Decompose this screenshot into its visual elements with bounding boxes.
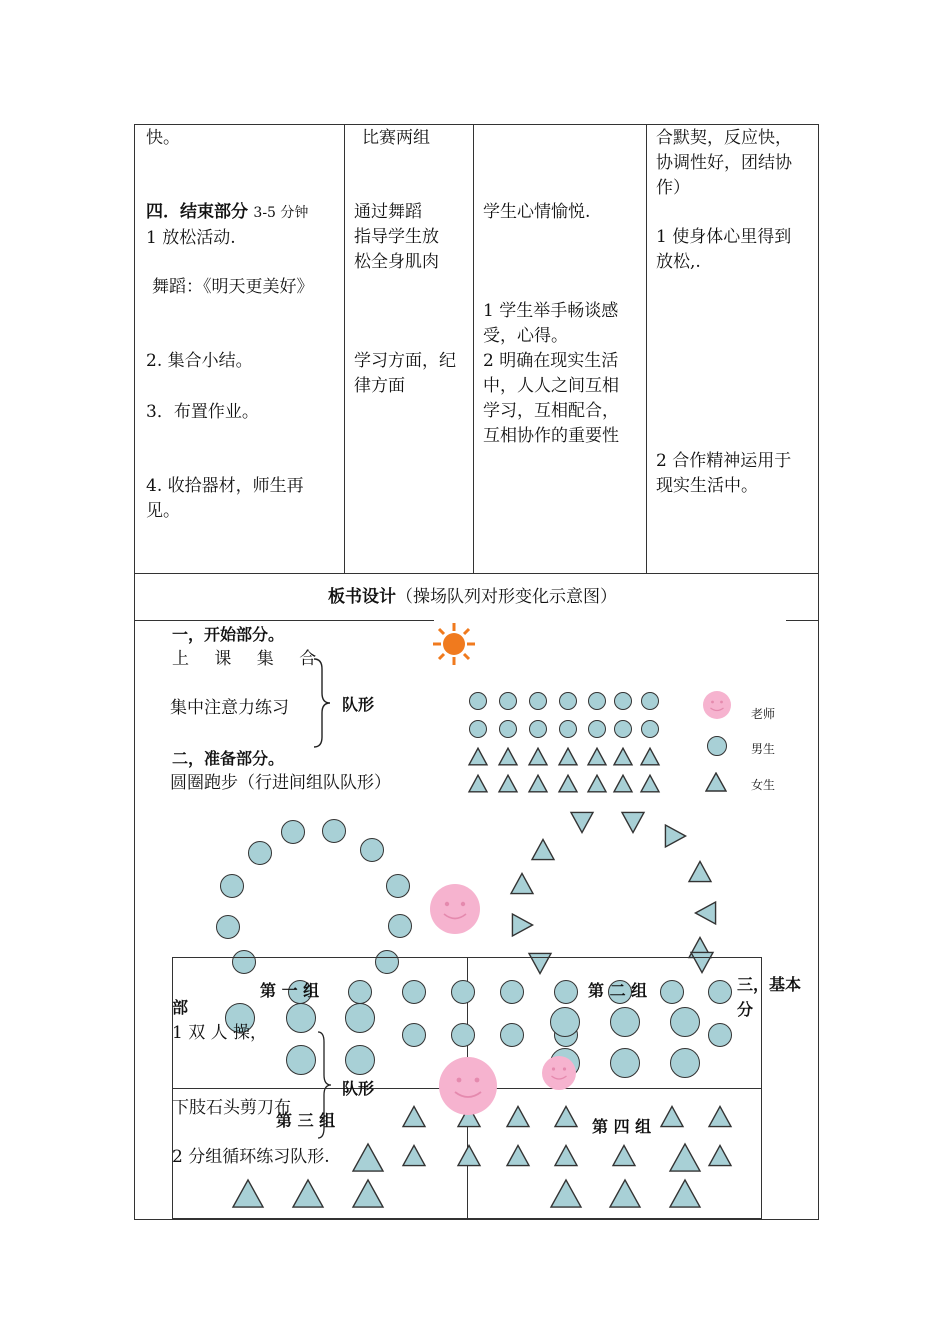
end-item-cleanup-1: 4. 收拾器材，师生再 bbox=[146, 476, 304, 496]
girl-marker bbox=[527, 773, 549, 795]
table-bottom-border bbox=[134, 1219, 819, 1220]
girl-marker bbox=[351, 1177, 385, 1211]
girl-marker bbox=[401, 1143, 427, 1169]
table-right-border bbox=[818, 124, 819, 1220]
board-title bbox=[328, 585, 617, 610]
girl-marker bbox=[707, 1143, 733, 1169]
girl-marker bbox=[569, 809, 595, 835]
col4-apply-2: 现实生活中。 bbox=[656, 476, 758, 496]
girl-marker bbox=[456, 1143, 482, 1169]
legend-boy-label: 男生 bbox=[751, 742, 776, 756]
col2-summary-2: 律方面 bbox=[354, 376, 405, 396]
boy-marker bbox=[451, 980, 475, 1004]
girl-marker bbox=[557, 773, 579, 795]
legend-boy-icon bbox=[707, 736, 727, 756]
row1-col4-line2: 协调性好，团结协 bbox=[656, 153, 792, 173]
boy-marker bbox=[610, 1007, 640, 1037]
basic-heading-a: 三，基本 bbox=[737, 975, 802, 994]
boy-marker bbox=[641, 720, 659, 738]
col2-guide-2: 指导学生放 bbox=[354, 227, 439, 247]
basic-brace-icon bbox=[316, 1030, 334, 1140]
boy-marker bbox=[670, 1048, 700, 1078]
group-4-label: 第 四 组 bbox=[592, 1117, 652, 1136]
boy-marker bbox=[375, 950, 399, 974]
end-section-title: 四．结束部分 bbox=[146, 202, 248, 222]
row1-col4-line3: 作） bbox=[656, 178, 690, 198]
boy-marker bbox=[402, 980, 426, 1004]
row1-col2-text: 比赛两组 bbox=[362, 128, 430, 148]
boy-marker bbox=[559, 692, 577, 710]
boy-marker bbox=[402, 1023, 426, 1047]
col3-share-1: 1 学生举手畅谈感 bbox=[483, 301, 619, 321]
legend-girl-icon bbox=[705, 772, 727, 792]
basic-item-pair-exercise: 1 双 人 操， bbox=[172, 1023, 268, 1043]
col3-share-2: 受，心得。 bbox=[483, 326, 568, 346]
basic-heading-b: 部 bbox=[172, 998, 189, 1017]
start-heading: 一，开始部分。 bbox=[172, 625, 285, 644]
legend-teacher-label: 老师 bbox=[751, 707, 776, 721]
boy-marker bbox=[708, 980, 732, 1004]
girl-marker bbox=[231, 1177, 265, 1211]
girl-marker bbox=[620, 809, 646, 835]
col3-mood: 学生心情愉悦. bbox=[483, 202, 591, 222]
boy-marker bbox=[345, 1045, 375, 1075]
end-item-dance: 舞蹈：《明天更美好》 bbox=[152, 277, 314, 297]
col3-share-4: 中，人人之间互相 bbox=[483, 376, 619, 396]
boy-marker bbox=[559, 720, 577, 738]
girl-marker bbox=[497, 773, 519, 795]
girl-marker bbox=[351, 1141, 385, 1175]
end-item-relax: 1 放松活动. bbox=[146, 228, 236, 248]
girl-marker bbox=[509, 871, 535, 897]
boy-marker bbox=[469, 720, 487, 738]
table-col-divider-2 bbox=[473, 124, 474, 573]
girl-marker bbox=[549, 1177, 583, 1211]
boy-marker bbox=[660, 980, 684, 1004]
assemble-label: 上 课 集 合 bbox=[172, 649, 327, 669]
girl-marker bbox=[557, 746, 579, 768]
boy-marker bbox=[248, 841, 272, 865]
girl-marker bbox=[586, 773, 608, 795]
teacher-smiley-icon bbox=[429, 883, 481, 935]
girl-marker bbox=[401, 1104, 427, 1130]
board-title-underline-left bbox=[134, 620, 434, 621]
group-2-label: 第 二 组 bbox=[588, 981, 648, 1000]
boy-marker bbox=[388, 914, 412, 938]
table-top-border bbox=[134, 124, 819, 125]
girl-marker bbox=[608, 1177, 642, 1211]
boy-marker bbox=[360, 838, 384, 862]
boy-marker bbox=[499, 720, 517, 738]
end-item-summary: 2. 集合小结。 bbox=[146, 351, 253, 371]
girl-marker bbox=[509, 912, 535, 938]
focus-label: 集中注意力练习 bbox=[170, 698, 289, 718]
boy-marker bbox=[708, 1023, 732, 1047]
formation-label: 队形 bbox=[342, 695, 375, 714]
board-title-main: 板书设计 bbox=[328, 587, 396, 607]
col4-relax-2: 放松,. bbox=[656, 252, 701, 272]
basic-formation-label: 队形 bbox=[342, 1079, 375, 1098]
girl-marker bbox=[586, 746, 608, 768]
boy-marker bbox=[614, 720, 632, 738]
end-item-homework: 3．布置作业。 bbox=[146, 402, 259, 422]
girl-marker bbox=[689, 949, 715, 975]
girl-marker bbox=[497, 746, 519, 768]
group-1-label: 第 一 组 bbox=[260, 981, 320, 1000]
boy-marker bbox=[345, 1003, 375, 1033]
girl-marker bbox=[467, 773, 489, 795]
boy-marker bbox=[529, 692, 547, 710]
boy-marker bbox=[550, 1007, 580, 1037]
girl-marker bbox=[505, 1104, 531, 1130]
boy-marker bbox=[286, 1003, 316, 1033]
col3-share-3: 2 明确在现实生活 bbox=[483, 351, 619, 371]
prep-heading: 二，准备部分。 bbox=[172, 749, 285, 768]
legend-girl-label: 女生 bbox=[751, 778, 776, 792]
basic-item-circuit: 2 分组循环练习队形. bbox=[172, 1147, 330, 1167]
boy-marker bbox=[588, 692, 606, 710]
girl-marker bbox=[553, 1143, 579, 1169]
girl-marker bbox=[659, 1104, 685, 1130]
boy-marker bbox=[469, 692, 487, 710]
girl-marker bbox=[611, 1143, 637, 1169]
boy-marker bbox=[281, 820, 305, 844]
boy-marker bbox=[500, 1023, 524, 1047]
basic-item-rps: 下肢石头剪刀布 bbox=[172, 1098, 291, 1118]
boy-marker bbox=[322, 819, 346, 843]
run-label: 圆圈跑步（行进间组队队形） bbox=[170, 773, 391, 793]
boy-marker bbox=[216, 915, 240, 939]
legend-teacher-icon bbox=[702, 690, 732, 720]
boy-marker bbox=[286, 1045, 316, 1075]
girl-marker bbox=[527, 950, 553, 976]
boy-marker bbox=[588, 720, 606, 738]
boy-marker bbox=[451, 1023, 475, 1047]
boy-marker bbox=[529, 720, 547, 738]
boy-marker bbox=[499, 692, 517, 710]
girl-marker bbox=[668, 1177, 702, 1211]
col4-relax-1: 1 使身体心里得到 bbox=[656, 227, 792, 247]
col2-guide-1: 通过舞蹈 bbox=[354, 202, 422, 222]
boy-marker bbox=[670, 1007, 700, 1037]
boy-marker bbox=[348, 980, 372, 1004]
col2-guide-3: 松全身肌肉 bbox=[354, 252, 439, 272]
boy-marker bbox=[232, 950, 256, 974]
boy-marker bbox=[554, 980, 578, 1004]
row1-col1-text: 快。 bbox=[146, 128, 180, 148]
sun-icon bbox=[432, 622, 476, 666]
girl-marker bbox=[553, 1104, 579, 1130]
boy-marker bbox=[500, 980, 524, 1004]
boy-marker bbox=[386, 874, 410, 898]
teacher-smiley-large-icon bbox=[438, 1056, 498, 1116]
girl-marker bbox=[612, 746, 634, 768]
girl-marker bbox=[527, 746, 549, 768]
girl-marker bbox=[668, 1141, 702, 1175]
girl-marker bbox=[291, 1177, 325, 1211]
board-title-underline-right bbox=[786, 620, 819, 621]
end-section-heading bbox=[146, 200, 308, 226]
girl-marker bbox=[505, 1143, 531, 1169]
girl-marker bbox=[467, 746, 489, 768]
girl-marker bbox=[639, 773, 661, 795]
col4-apply-1: 2 合作精神运用于 bbox=[656, 451, 792, 471]
boy-marker bbox=[641, 692, 659, 710]
col3-share-6: 互相协作的重要性 bbox=[483, 426, 619, 446]
table-col-divider-3 bbox=[646, 124, 647, 573]
basic-heading-c: 分 bbox=[737, 1000, 754, 1019]
table-col-divider-1 bbox=[344, 124, 345, 573]
row1-col4-line1: 合默契，反应快， bbox=[656, 128, 792, 148]
table-row-divider bbox=[134, 573, 819, 574]
girl-marker bbox=[662, 823, 688, 849]
group-3-label: 第 三 组 bbox=[276, 1111, 336, 1130]
teacher-smiley-small-icon bbox=[541, 1055, 577, 1091]
col3-share-5: 学习，互相配合， bbox=[483, 401, 619, 421]
girl-marker bbox=[707, 1104, 733, 1130]
brace-icon bbox=[312, 657, 334, 749]
boy-marker bbox=[220, 874, 244, 898]
girl-marker bbox=[693, 900, 719, 926]
girl-marker bbox=[639, 746, 661, 768]
table-left-border bbox=[134, 124, 135, 1220]
girl-marker bbox=[687, 859, 713, 885]
boy-marker bbox=[610, 1048, 640, 1078]
col2-summary-1: 学习方面，纪 bbox=[354, 351, 456, 371]
girl-marker bbox=[612, 773, 634, 795]
board-title-sub: （操场队列对形变化示意图） bbox=[396, 587, 617, 607]
girl-marker bbox=[530, 837, 556, 863]
boy-marker bbox=[614, 692, 632, 710]
end-item-cleanup-2: 见。 bbox=[146, 501, 180, 521]
end-section-duration: 3-5 分钟 bbox=[253, 205, 309, 221]
